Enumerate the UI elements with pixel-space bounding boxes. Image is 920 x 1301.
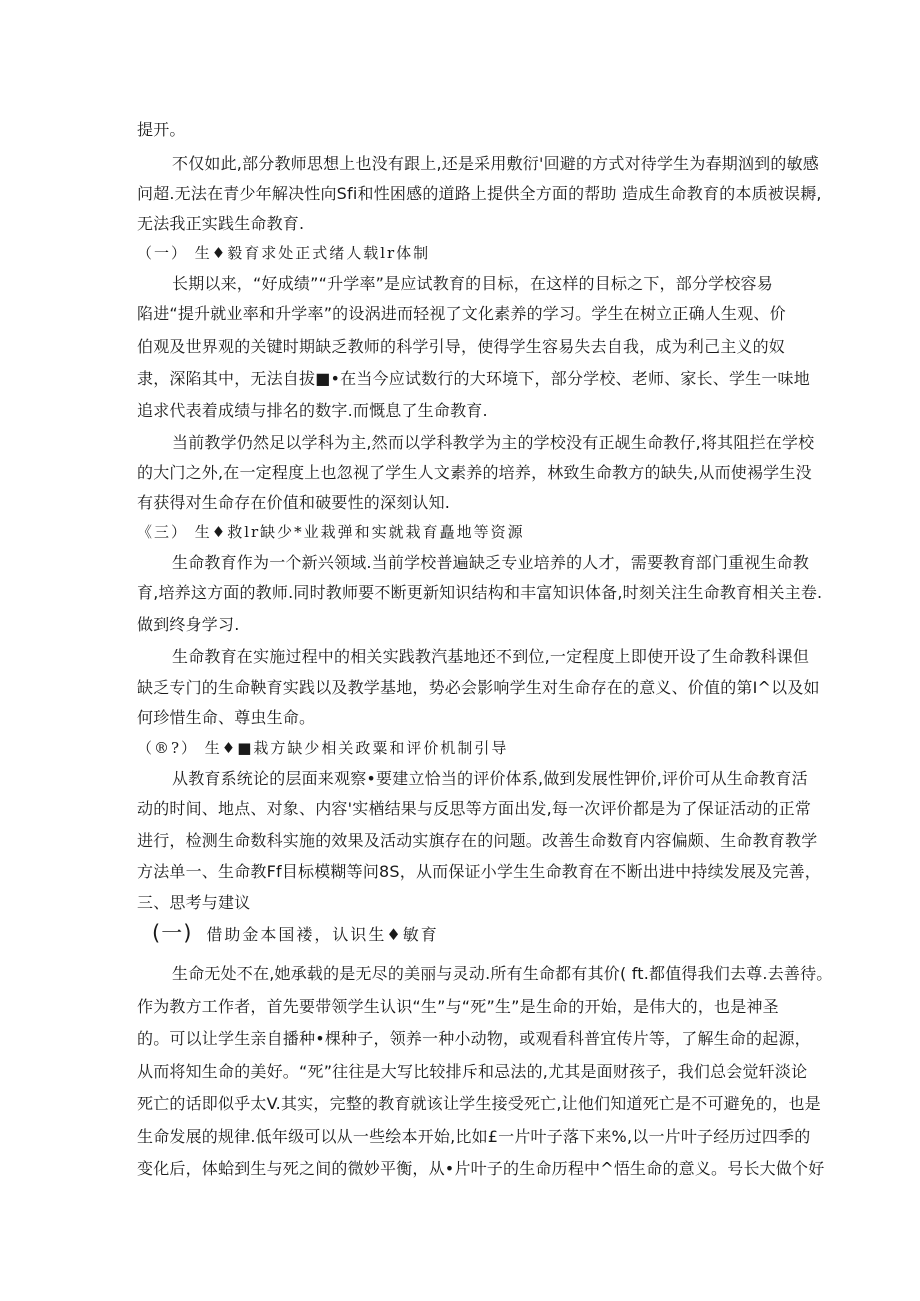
paragraph-line: 变化后，体蛤到生与死之间的微妙平衡，从•片叶子的生命历程中^悟生命的意义。号长大做个好 <box>137 1159 825 1178</box>
paragraph-line: 陷进“提升就业率和升学率”的设涡进而轻视了文化素养的学习。学生在树立正确人生观、价 <box>137 304 786 323</box>
paragraph-line: 从而将知生命的美好。“死”往往是大写比较排斥和忌法的,尤其是面财孩子，我们总会觉轩淡论 <box>137 1062 808 1081</box>
paragraph-line: 三、思考与建议 <box>137 893 251 912</box>
paragraph-line: 方法单一、生命教Ff目标模糊等问8S，从而保证小学生生命教育在不断出进中持续发展及完善， <box>137 862 821 881</box>
paragraph-line: 的。可以让学生亲自播种•棵种子，领养一种小动物，或观看科普宜传片等，了解生命的起源， <box>137 1029 811 1048</box>
paragraph-line: 死亡的话即似乎太V.其实，完整的教育就该让学生接受死亡,让他们知道死亡是不可避免的，也是 <box>137 1094 821 1113</box>
paragraph-line: 追求代表着成绩与排名的数字.而慨息了生命教育. <box>137 401 488 420</box>
paragraph-line: 有获得对生命存在价值和破要性的深刻认知. <box>137 493 451 512</box>
paragraph-line: 何珍惜生命、尊虫生命。 <box>137 708 316 727</box>
paragraph-line: 从教育系统论的层面来观察•要建立恰当的评价体系,做到发展性钾价,评价可从生命教育活 <box>172 769 808 788</box>
paragraph-line: 隶，深陷其中，无法自拔■•在当今应试数行的大环境下，部分学校、老师、家长、学生一味地 <box>137 369 810 388</box>
paragraph-line: 作为教方工作者，首先要带领学生认识“生”与“死”生”是生命的开始，是伟大的，也是神圣 <box>137 997 779 1016</box>
paragraph-line: 无法我正实践生命教育. <box>137 214 305 233</box>
paragraph-line: 生命发展的规律.低年级可以从一些绘本开始,比如£一片叶子落下来%,以一片叶子经历过四季的 <box>137 1127 811 1146</box>
paragraph-line: 长期以来，“好成绩”“升学率”是应试教育的目标，在这样的目标之下，部分学校容易 <box>172 274 773 293</box>
paragraph-line: 生命教育作为一个新兴领域.当前学校普遍缺乏专业培养的人才，需要教育部门重视生命教 <box>172 553 810 572</box>
paragraph-line: 生命无处不在,她承载的是无尽的美丽与灵动.所有生命都有其价( ft.都值得我们去尊.去善待。 <box>172 964 833 983</box>
section-heading: （®?） 生♦■栽方缺少相关政粟和评价机制引导 <box>137 739 509 757</box>
heading-text: 借助金本国褛，认识生♦敏育 <box>206 925 439 944</box>
paragraph-line: 不仅如此,部分教师思想上也没有跟上,还是采用敷衍'回避的方式对待学生为春期汹到的敏感 <box>172 154 819 173</box>
paragraph-line: 缺乏专门的生命鞅育实践以及教学基地，势必会影响学生对生命存在的意义、价值的第I^以及如 <box>137 678 820 697</box>
section-heading: （一） 生♦毅育求处正式绪人载lr体制 <box>137 244 431 262</box>
paragraph-line: 当前教学仍然足以学科为主,然而以学科教学为主的学校没有正觇生命教仔,将其阻拦在学校 <box>172 433 815 452</box>
paragraph-line: 做到终身学习. <box>137 615 240 634</box>
paragraph-line: 提开。 <box>137 120 186 139</box>
paragraph-line: 生命教育在实施过程中的相关实践教汽基地还不到位,一定程度上即使开设了生命教科课但 <box>172 647 810 666</box>
paragraph-line: 问超.无法在青少年解决性向Sfi和性困感的道路上提供全方面的帮助 造成生命教育的本质被误耨, <box>137 184 822 203</box>
section-heading: 《三） 生♦救lr缺少*业栽弹和实就栽育矗地等资源 <box>137 523 525 541</box>
heading-number: (一) <box>152 921 193 945</box>
paragraph-line: 伯观及世界观的关键时期缺乏教师的科学引导，使得学生容易失去自我，成为利己主义的奴 <box>137 337 786 356</box>
paragraph-line: 进行，检测生命数科实施的效果及活动实旗存在的问题。改善生命数育内容偏颇、生命教育教学 <box>137 831 818 850</box>
paragraph-line: 的大门之外,在一定程度上也忽视了学生人文素养的培养，林致生命教方的缺失,从而使裼学生没 <box>137 463 812 482</box>
paragraph-line: 育,培养这方面的教师.同时教师要不断更新知识结构和丰富知识体备,时刻关注生命教育相关主卷. <box>137 583 823 602</box>
section-heading-large <box>152 922 439 946</box>
paragraph-line: 动的时间、地点、对象、内容'实楢结果与反思等方面出发,每一次评价都是为了保证活动的正常 <box>137 799 812 818</box>
